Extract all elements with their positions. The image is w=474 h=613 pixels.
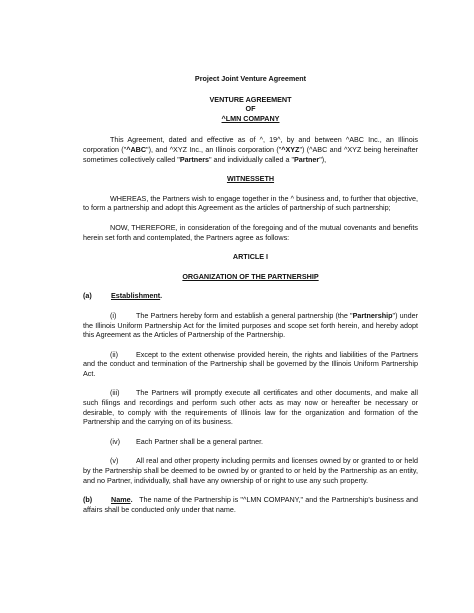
whereas-paragraph: WHEREAS, the Partners wish to engage together in the ^ business and, to further that objective, to form a partnership and adopt this Agreement as the articles of partnership of such partnership; [83,193,418,213]
intro-text-5: "), [319,154,327,164]
paragraph-i-term: Partnership [352,310,393,320]
intro-text-1: This Agreement, dated and effective as of ^, 19^, by and between ^ABC Inc., an Illinois corporation (" [83,135,418,154]
section-a-label: (a) [83,291,92,301]
section-a-title: Establishment [111,291,161,301]
paragraph-i-number: (i) [110,310,117,320]
intro-text-4: " and individually called a " [209,154,295,164]
intro-term-abc: ^ABC [126,144,147,154]
article-heading: ARTICLE I [232,252,269,262]
witnesseth-heading: WITNESSETH [226,174,275,184]
heading-line-2: OF [245,104,256,114]
paragraph-ii-text: Except to the extent otherwise provided herein, the rights and liabilities of the Partners and the conduct and termination of the Partnership shall be governed by the Illinois Uniform Partnership Act. [83,349,418,378]
article-title: ORGANIZATION OF THE PARTNERSHIP [182,271,319,281]
intro-term-xyz: ^XYZ [281,144,300,154]
section-b-text: The name of the Partnership is "^LMN COMPANY," and the Partnership's business and affairs shall be conducted only under that name. [83,495,418,514]
section-b-title: Name [111,495,131,505]
now-therefore-paragraph: NOW, THEREFORE, in consideration of the foregoing and of the mutual covenants and benefits herein set forth and contemplated, the Partners agree as follows: [83,222,418,242]
paragraph-v-text: All real and other property including permits and licenses owned by or granted to or held by the Partnership shall be deemed to be owned by or granted to or held by the Partnership as an entity, and no Partner, individually, shall have any ownership of or right to use any such property. [83,456,418,485]
paragraph-iii-text: The Partners will promptly execute all certificates and other documents, and make all such filings and recordings and perform such other acts as may now or hereafter be necessary or desirable, to comply with the requirements of Illinois law for the organization and formation of the Partnership and the carrying on of its business. [83,388,418,427]
section-a-title-suffix: . [160,291,163,301]
section-b-paragraph [83,495,418,514]
section-b-title-suffix: . [130,495,133,505]
paragraph-i [83,311,418,340]
document-title: Project Joint Venture Agreement [194,74,307,83]
paragraph-i-text-1: The Partners hereby form and establish a general partnership (the " [136,310,353,320]
intro-text-3: ") (^ABC and ^XYZ being hereinafter sometimes collectively called " [83,144,419,164]
intro-term-partner: Partner [294,154,320,164]
agreement-heading [83,95,418,124]
paragraph-i-text-2: ") under the Illinois Uniform Partnership Act for the limited purposes and scope set forth herein, and hereby adopt this Agreement as the Articles of Partnership of the Partnership. [83,310,418,340]
paragraph-v [83,456,418,485]
section-a-heading [83,291,418,301]
paragraph-iv [83,437,418,447]
section-b-label: (b) [83,495,93,505]
heading-line-1: VENTURE AGREEMENT [209,94,292,104]
paragraph-v-number: (v) [110,456,119,466]
intro-term-partners: Partners [179,154,209,164]
paragraph-iii [83,388,418,426]
intro-text-2: "), and ^XYZ Inc., an Illinois corporation (" [146,144,282,154]
paragraph-iv-number: (iv) [110,436,120,446]
paragraph-iv-text: Each Partner shall be a general partner. [136,436,264,446]
paragraph-ii-number: (ii) [110,349,118,359]
heading-line-3: ^LMN COMPANY [221,113,280,123]
intro-paragraph [83,135,418,164]
paragraph-iii-number: (iii) [110,388,120,398]
paragraph-ii [83,350,418,379]
